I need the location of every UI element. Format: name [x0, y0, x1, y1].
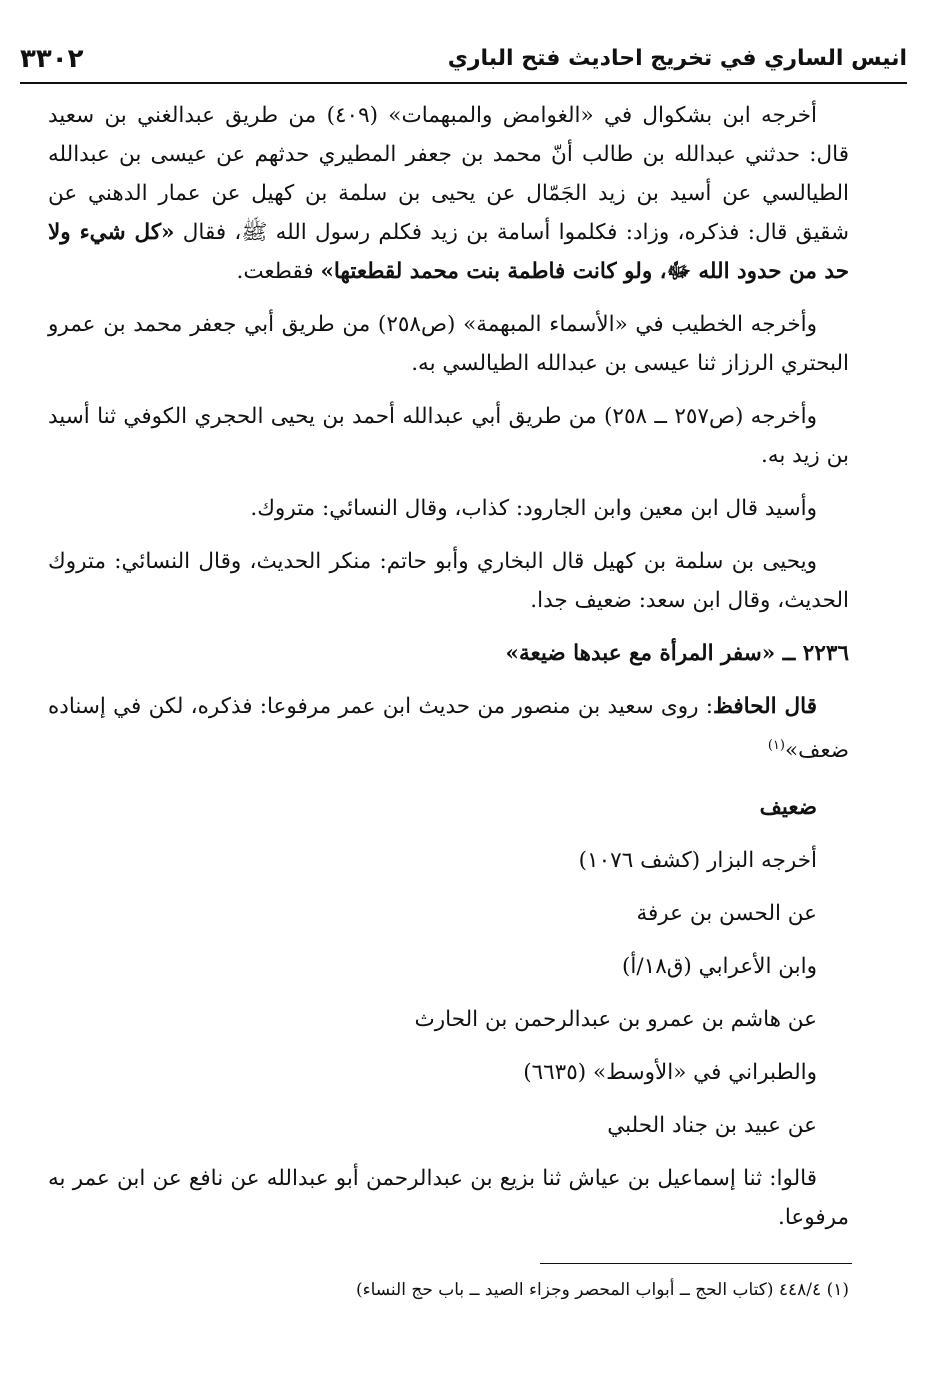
paragraph-narrator-yahya: ويحيى بن سلمة بن كهيل قال البخاري وأبو حاتم: منكر الحديث، وقال النسائي: متروك الحديث، وقال ابن سعد: ضعيف جدا. — [48, 549, 849, 613]
page-number: ٣٣٠٢ — [20, 44, 84, 74]
paragraph-takhrij-second-route: وأخرجه (ص٢٥٧ ــ ٢٥٨) من طريق أبي عبدالله أحمد بن يحيى الحجري الكوفي ثنا أسيد بن زيد به. — [48, 404, 849, 468]
paragraph-common-chain: قالوا: ثنا إسماعيل بن عياش ثنا بزيع بن عبدالرحمن أبو عبدالله عن نافع عن ابن عمر به مرفوعا. — [48, 1166, 849, 1231]
running-title: انيس الساري في تخريج احاديث فتح الباري — [447, 46, 907, 71]
page-header — [20, 40, 907, 84]
source-line: وابن الأعرابي (ق١٨/أ) — [622, 954, 817, 980]
hafiz-text: : روى سعيد بن منصور من حديث ابن عمر مرفوعا: فذكره، لكن في إسناده ضعف» — [48, 694, 849, 764]
paragraph-takhrij-khatib: وأخرجه الخطيب في «الأسماء المبهمة» (ص٢٥٨) من طريق أبي جعفر محمد بن عمرو البحتري الرزاز ثنا عيسى بن عبدالله الطيالسي به. — [48, 312, 849, 376]
source-line: والطبراني في «الأوسط» (٦٦٣٥) — [523, 1060, 817, 1086]
grade-label: ضعيف — [759, 795, 817, 821]
footnote-divider — [540, 1263, 852, 1264]
paragraph-text: فقطعت. — [236, 259, 321, 284]
paragraph-takhrij-ibn-bashkuwal — [48, 96, 849, 291]
footnote — [60, 1276, 849, 1304]
source-line: عن هاشم بن عمرو بن عبدالرحمن بن الحارث — [414, 1007, 817, 1033]
paragraph-narrator-asid: وأسيد قال ابن معين وابن الجارود: كذاب، وقال النسائي: متروك. — [250, 496, 817, 521]
hadith-quote: «كل شيء ولا حد من حدود الله ﷻ، ولو كانت فاطمة بنت محمد لقطعتها» — [48, 220, 849, 284]
source-line: أخرجه البزار (كشف ١٠٧٦) — [578, 848, 817, 874]
footnote-marker: (١) — [826, 1280, 849, 1300]
hadith-heading: ٢٢٣٦ ــ «سفر المرأة مع عبدها ضيعة» — [505, 641, 849, 666]
hafiz-label: قال الحافظ — [713, 694, 818, 719]
paragraph-hafiz-quote — [48, 687, 849, 770]
footnote-reference: (١) — [767, 738, 785, 753]
page-body — [48, 96, 849, 1251]
source-line: عن عبيد بن جناد الحلبي — [607, 1113, 817, 1139]
footnote-text: ٤٤٨/٤ (كتاب الحج ــ أبواب المحصر وجزاء الصيد ــ باب حج النساء) — [355, 1280, 822, 1300]
source-line: عن الحسن بن عرفة — [636, 901, 817, 927]
paragraph-text: أخرجه ابن بشكوال في «الغوامض والمبهمات» (٤٠٩) من طريق عبدالغني بن سعيد قال: حدثني عبدالله بن طالب أنّ محمد بن جعفر المطيري حدثهم عن عيسى بن عبدالله الطيالسي عن أسيد بن زيد الجَمّال عن يحيى بن سلمة بن كهيل عن عمار الدهني عن شقيق قال: فذكره، وزاد: فكلموا أسامة بن زيد فكلم رسول الله ﷺ، فقال — [48, 103, 849, 245]
